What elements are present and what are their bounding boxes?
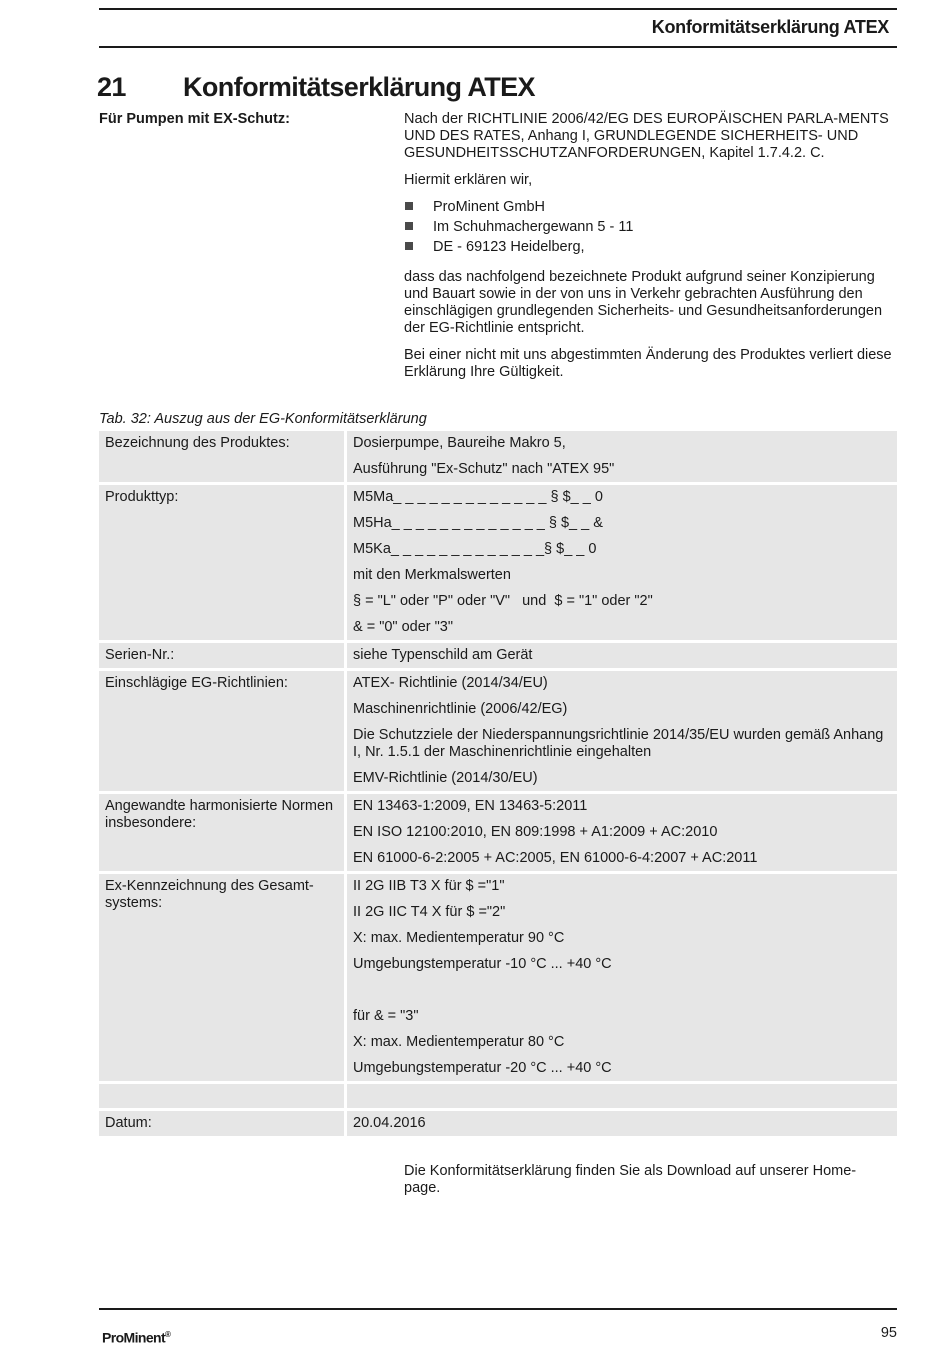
list-item: ProMinent GmbH xyxy=(404,199,898,219)
row-value: 20.04.2016 xyxy=(347,1111,897,1136)
intro-paragraph-conformity: dass das nachfolgend bezeichnete Produkt aufgrund seiner Konzipierung und Bauart sowie in der von uns in Verkehr gebrachten Ausführung den einschlägigen grundlegenden Sicherheits- und Gesundheitsanforderungen der EG-Richtlinie entspricht. xyxy=(404,269,883,336)
top-rule xyxy=(99,8,897,10)
table-row xyxy=(99,643,897,668)
list-item: Im Schuhmachergewann 5 - 11 xyxy=(404,219,898,239)
page-number: 95 xyxy=(880,1325,897,1341)
list-item: DE - 69123 Heidelberg, xyxy=(404,239,898,259)
table-caption: Tab. 32: Auszug aus der EG-Konformitätserklärung xyxy=(99,411,427,427)
intro-paragraph-declare: Hiermit erklären wir, xyxy=(404,172,533,188)
chapter-title: Konformitätserklärung ATEX xyxy=(183,72,535,102)
download-note: Die Konformitätserklärung finden Sie als Download auf unserer Home-page. xyxy=(404,1163,857,1196)
row-label xyxy=(99,1084,344,1108)
running-header-title: Konformitätserklärung ATEX xyxy=(651,17,889,37)
table-row xyxy=(99,431,897,482)
table-row xyxy=(99,794,897,871)
row-value: M5Ma_ _ _ _ _ _ _ _ _ _ _ _ _ § $_ _ 0 M5Ha_ _ _ _ _ _ _ _ _ _ _ _ _ § $_ _ & M5Ka_ _ _ _ _ _ _ _ _ _ _ _ _§ $_ _ 0 mit den Merkmalswerten § = "L" oder "P" oder "V" und $ = "1" oder "2" & = "0" oder "3" xyxy=(347,485,897,640)
row-value: EN 13463-1:2009, EN 13463-5:2011 EN ISO 12100:2010, EN 809:1998 + A1:2009 + AC:2010 EN 61000-6-2:2005 + AC:2005, EN 61000-6-4:2007 + AC:2011 xyxy=(347,794,897,871)
row-label: Datum: xyxy=(99,1111,344,1136)
table-row-empty xyxy=(99,1084,897,1108)
header-rule xyxy=(99,46,897,48)
bullet-square-icon xyxy=(405,202,413,210)
row-label: Bezeichnung des Produktes: xyxy=(99,431,344,482)
table-row xyxy=(99,1111,897,1136)
row-label: Einschlägige EG-Richtlinien: xyxy=(99,671,344,791)
intro-paragraph-validity: Bei einer nicht mit uns abgestimmten Änderung des Produktes verliert diese Erklärung Ihre Gültigkeit. xyxy=(404,347,892,380)
side-label: Für Pumpen mit EX-Schutz: xyxy=(99,111,290,127)
chapter-heading xyxy=(97,71,535,103)
chapter-number: 21 xyxy=(97,72,126,102)
row-value: Dosierpumpe, Baureihe Makro 5, Ausführung "Ex-Schutz" nach "ATEX 95" xyxy=(347,431,897,482)
row-value: II 2G IIB T3 X für $ ="1" II 2G IIC T4 X für $ ="2" X: max. Medientemperatur 90 °C Umgebungstemperatur -10 °C ... +40 °C für & = "3" X: max. Medientemperatur 80 °C Umgebungstemperatur -20 °C ... +40 °C xyxy=(347,874,897,1081)
row-label: Produkttyp: xyxy=(99,485,344,640)
intro-paragraph-directive: Nach der RICHTLINIE 2006/42/EG DES EUROPÄISCHEN PARLA-MENTS UND DES RATES, Anhang I, GRUNDLEGENDE SICHERHEITS- UND GESUNDHEITSSCHUTZANFORDERUNGEN, Kapitel 1.7.4.2. C. xyxy=(404,111,889,161)
row-label: Angewandte harmonisierte Normen insbesondere: xyxy=(99,794,344,871)
row-value: siehe Typenschild am Gerät xyxy=(347,643,897,668)
intro-text xyxy=(404,111,898,391)
row-value: ATEX- Richtlinie (2014/34/EU) Maschinenrichtlinie (2006/42/EG) Die Schutzziele der Niederspannungsrichtlinie 2014/35/EU wurden gemäß Anhang I, Nr. 1.5.1 der Maschinenrichtlinie eingehalten EMV-Richtlinie (2014/30/EU) xyxy=(347,671,897,791)
prominent-logo: ProMinent® xyxy=(102,1329,171,1346)
address-list xyxy=(404,199,898,259)
table-row xyxy=(99,874,897,1081)
row-label: Ex-Kennzeichnung des Gesamt-systems: xyxy=(99,874,344,1081)
footer-rule xyxy=(99,1308,897,1310)
row-value xyxy=(347,1084,897,1108)
row-label: Serien-Nr.: xyxy=(99,643,344,668)
declaration-table xyxy=(99,431,897,1139)
table-row xyxy=(99,671,897,791)
bullet-square-icon xyxy=(405,242,413,250)
bullet-square-icon xyxy=(405,222,413,230)
table-row xyxy=(99,485,897,640)
